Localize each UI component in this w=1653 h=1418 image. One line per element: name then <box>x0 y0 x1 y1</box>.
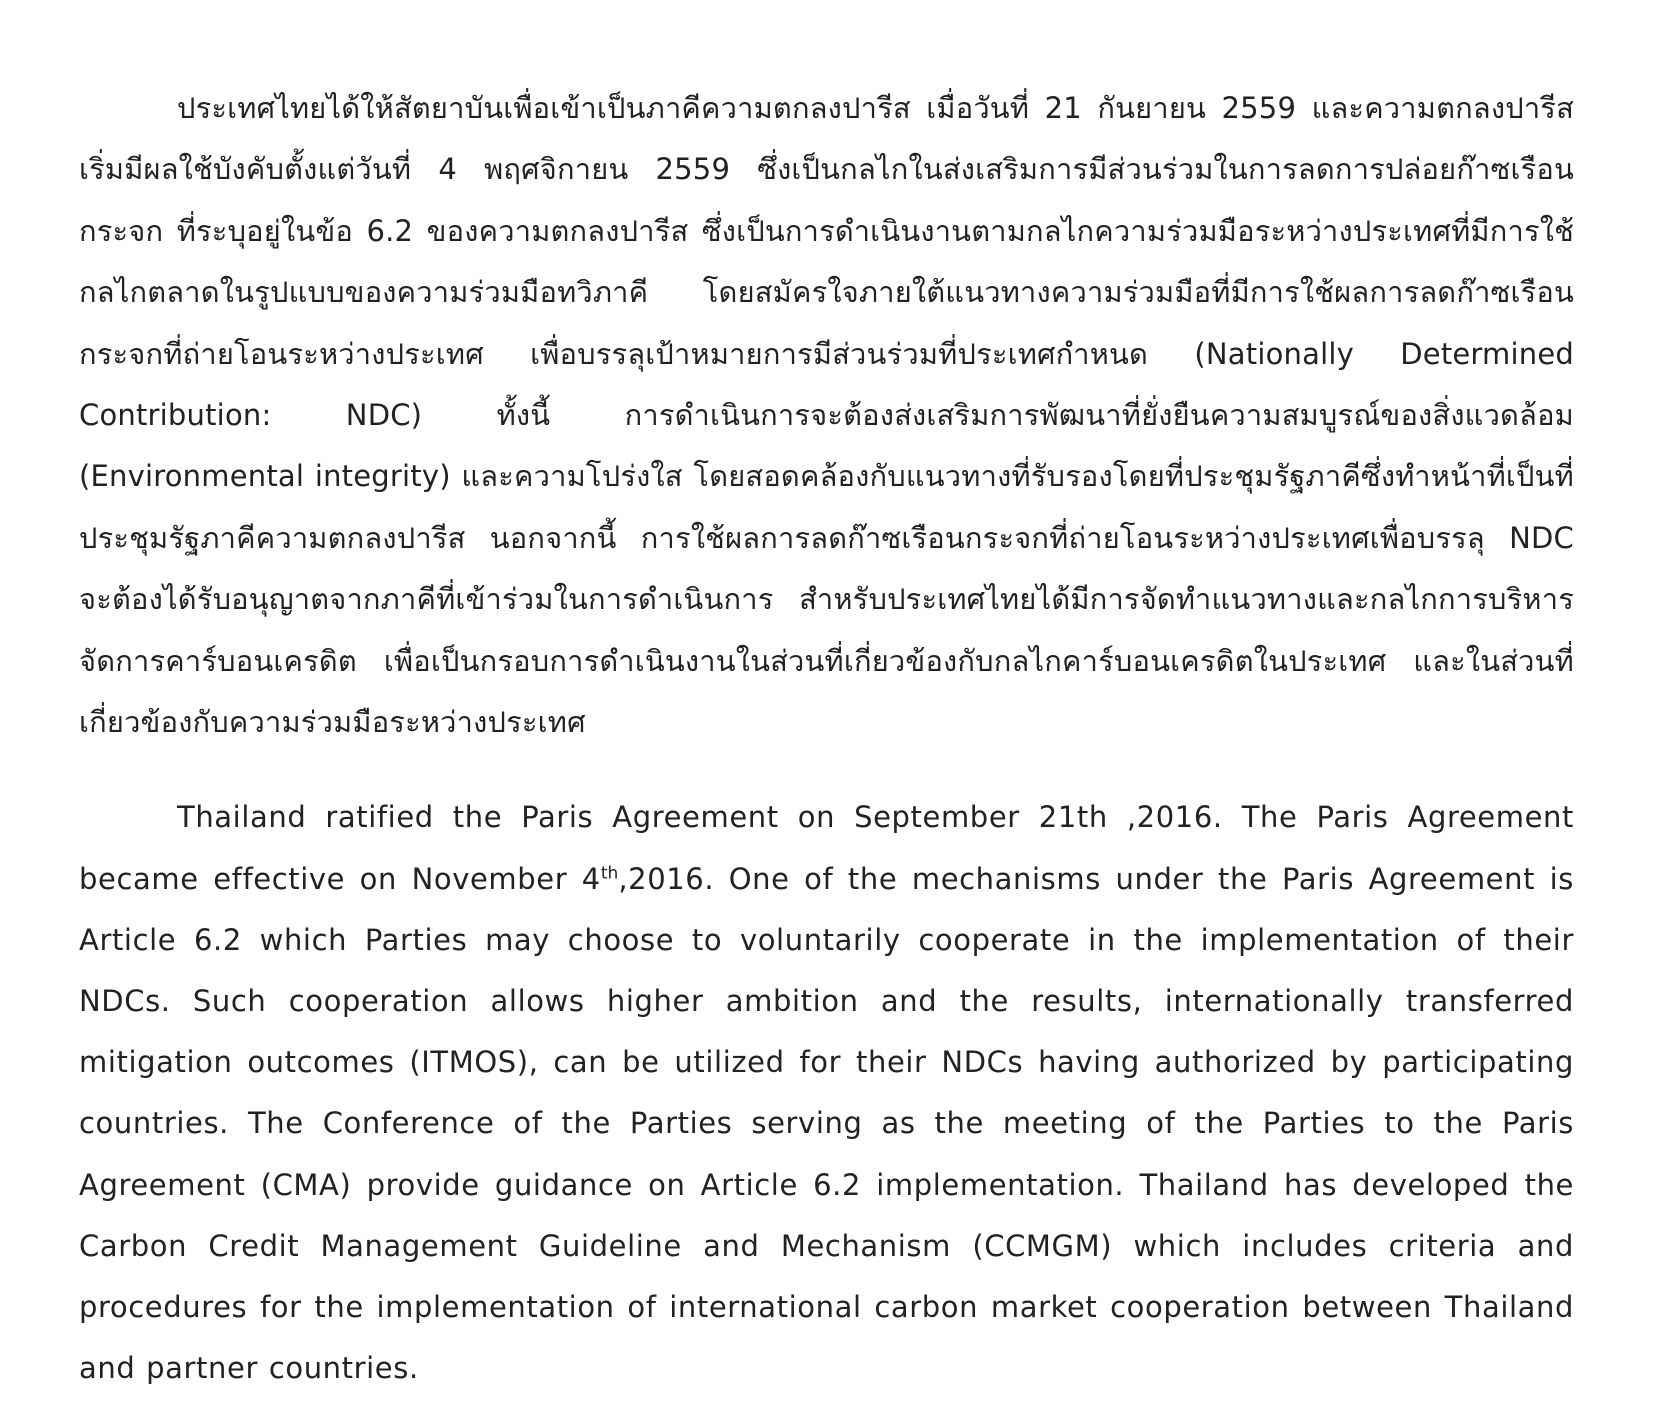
english-paragraph-text-end: ,2016. One of the mechanisms under the Paris Agreement is Article 6.2 which Parties may choose to voluntarily cooperate in the implementation of their NDCs. Such cooperation allows higher ambition and the results, internationally transferred mitigation outcomes (ITMOS), can be utilized for their NDCs having authorized by participating countries. The Conference of the Parties serving as the meeting of the Parties to the Paris Agreement (CMA) provide guidance on Article 6.2 implementation. Thailand has developed the Carbon Credit Management Guideline and Mechanism (CCMGM) which includes criteria and procedures for the implementation of international carbon market cooperation between Thailand and partner countries. <box>79 861 1575 1386</box>
english-paragraph <box>79 787 1574 1399</box>
ordinal-superscript: th <box>600 863 619 884</box>
document-page <box>79 78 1574 1400</box>
thai-paragraph: ประเทศไทยได้ให้สัตยาบันเพื่อเข้าเป็นภาคีความตกลงปารีส เมื่อวันที่ 21 กันยายน 2559 และความตกลงปารีสเริ่มมีผลใช้บังคับตั้งแต่วันที่ 4 พฤศจิกายน 2559 ซึ่งเป็นกลไกในส่งเสริมการมีส่วนร่วมในการลดการปล่อยก๊าซเรือนกระจก ที่ระบุอยู่ในข้อ 6.2 ของความตกลงปารีส ซึ่งเป็นการดำเนินงานตามกลไกความร่วมมือระหว่างประเทศที่มีการใช้กลไกตลาดในรูปแบบของความร่วมมือทวิภาคี โดยสมัครใจภายใต้แนวทางความร่วมมือที่มีการใช้ผลการลดก๊าซเรือนกระจกที่ถ่ายโอนระหว่างประเทศ เพื่อบรรลุเป้าหมายการมีส่วนร่วมที่ประเทศกำหนด (Nationally Determined Contribution: NDC) ทั้งนี้ การดำเนินการจะต้องส่งเสริมการพัฒนาที่ยั่งยืนความสมบูรณ์ของสิ่งแวดล้อม (Environmental integrity) และความโปร่งใส โดยสอดคล้องกับแนวทางที่รับรองโดยที่ประชุมรัฐภาคีซึ่งทำหน้าที่เป็นที่ประชุมรัฐภาคีความตกลงปารีส นอกจากนี้ การใช้ผลการลดก๊าซเรือนกระจกที่ถ่ายโอนระหว่างประเทศเพื่อบรรลุ NDC จะต้องได้รับอนุญาตจากภาคีที่เข้าร่วมในการดำเนินการ สำหรับประเทศไทยได้มีการจัดทำแนวทางและกลไกการบริหารจัดการคาร์บอนเครดิต เพื่อเป็นกรอบการดำเนินงานในส่วนที่เกี่ยวข้องกับกลไกคาร์บอนเครดิตในประเทศ และในส่วนที่เกี่ยวข้องกับความร่วมมือระหว่างประเทศ <box>79 91 1574 740</box>
english-paragraph-text-start: Thailand ratified the Paris Agreement on September 21th ,2016. The Paris Agreement became effective on November 4 <box>79 800 1574 896</box>
